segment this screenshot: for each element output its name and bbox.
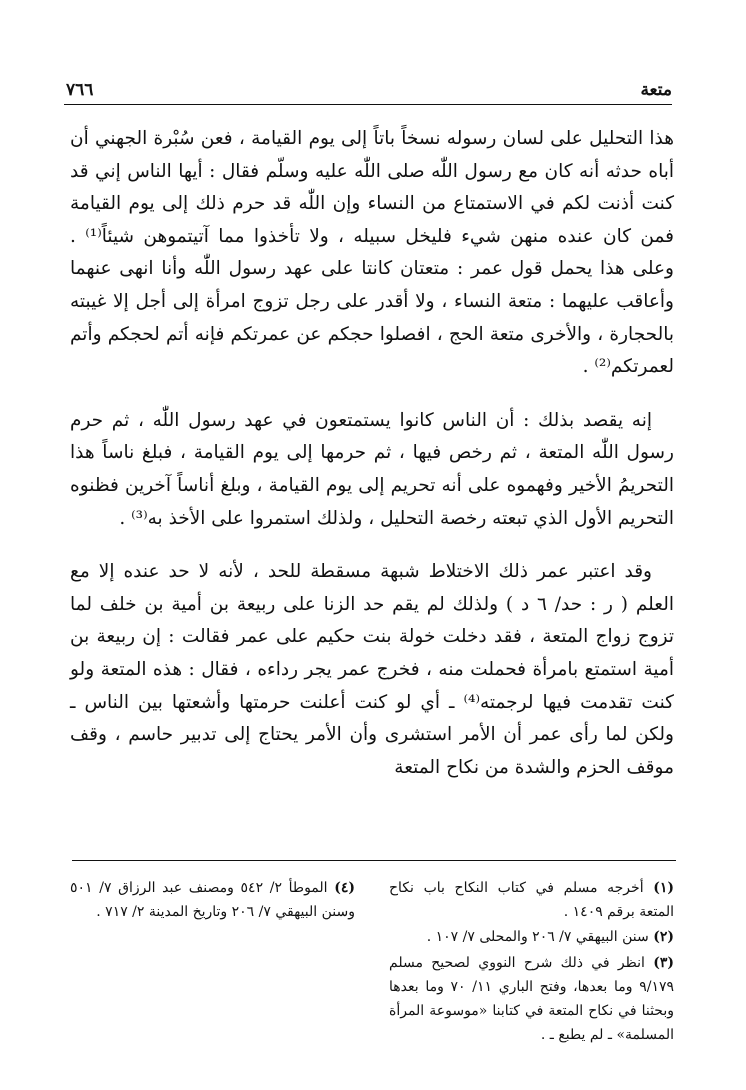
footnote-separator	[72, 860, 676, 861]
footnotes	[70, 876, 674, 1048]
footnote-mark: (٢)	[653, 929, 674, 946]
page-header	[64, 78, 672, 105]
paragraph-1: هذا التحليل على لسان رسوله نسخاً باتاً إلى يوم القيامة ، فعن سُبْرة الجهني أن أباه حدثه أنه كان مع رسول اللّٰه صلى اللّٰه عليه وسلّم فقال : أيها الناس إني قد كنت أذنت لكم في الاستمتاع من النساء وإن اللّٰه قد حرم ذلك إلى يوم القيامة فمن كان عنده منهن شيء فليخل سبيله ، ولا تأخذوا مما آتيتموهن شيئاً⁽¹⁾ . وعلى هذا يحمل قول عمر : متعتان كانتا على عهد رسول اللّٰه وأنا انهى عنهما وأعاقب عليهما : متعة النساء ، ولا أقدر على رجل تزوج امرأة إلى أجل إلا غيبته بالحجارة ، والأخرى متعة الحج ، افصلوا حجكم عن عمرتكم فإنه أتم لحجكم وأتم لعمرتكم⁽²⁾ .	[70, 128, 674, 378]
paragraph-3: وقد اعتبر عمر ذلك الاختلاط شبهة مسقطة للحد ، لأنه لا حد عنده إلا مع العلم ( ر : حد/ ٦ د ) ولذلك لم يقم حد الزنا على ربيعة بن أمية بن خلف لما تزوج زواج المتعة ، فقد دخلت خولة بنت حكيم على عمر فقالت : إن ربيعة بن أمية استمتع بامرأة فحملت منه ، فخرج عمر يجر رداءه ، فقال : هذه المتعة ولو كنت تقدمت فيها لرجمته⁽⁴⁾ ـ أي لو كنت أعلنت حرمتها وأشعتها بين الناس ـ ولكن لما رأى عمر أن الأمر استشرى وأن الأمر يحتاج إلى تدبير حاسم ، وقف موقف الحزم والشدة من نكاح المتعة	[70, 561, 674, 778]
footnote-3	[389, 951, 674, 1048]
footnote-mark: (٣)	[653, 954, 675, 971]
footnote-mark: (٤)	[334, 880, 355, 896]
footnote-2	[389, 925, 674, 949]
main-text	[70, 123, 674, 805]
running-title: متعة	[640, 80, 672, 100]
footnote-4	[70, 876, 355, 924]
footnote-mark: (١)	[653, 880, 674, 896]
footnote-text: سنن البيهقي ٧/ ٢٠٦ والمحلى ٧/ ١٠٧ .	[426, 929, 649, 946]
page-number: ٧٦٦	[66, 80, 94, 100]
footnotes-column-left	[70, 876, 355, 1048]
footnote-text: أخرجه مسلم في كتاب النكاح باب نكاح المتعة برقم ١٤٠٩ .	[389, 880, 674, 921]
footnotes-column-right	[389, 876, 674, 1048]
footnote-text: الموطأ ٢/ ٥٤٢ ومصنف عبد الرزاق ٧/ ٥٠١ وسنن البيهقي ٧/ ٢٠٦ وتاريخ المدينة ٢/ ٧١٧ .	[70, 880, 355, 921]
footnote-text: انظر في ذلك شرح النووي لصحيح مسلم ٩/١٧٩ وما بعدها، وفتح الباري ١١/ ٧٠ وما بعدها وبحثنا في نكاح المتعة في كتابنا «موسوعة المرأة المسلمة» ـ لم يطبع ـ .	[389, 954, 674, 1044]
paragraph-2: إنه يقصد بذلك : أن الناس كانوا يستمتعون في عهد رسول اللّٰه ، ثم حرم رسول اللّٰه المتعة ، ثم رخص فيها ، ثم حرمها إلى يوم القيامة ، فبلغ ناساً هذا التحريمُ الأخير وفهموه على أنه تحريم إلى يوم القيامة ، وبلغ أناساً آخرين فظنوه التحريم الأول الذي تبعته رخصة التحليل ، ولذلك استمروا على الأخذ به⁽³⁾ .	[70, 409, 674, 529]
footnote-1	[389, 876, 674, 924]
